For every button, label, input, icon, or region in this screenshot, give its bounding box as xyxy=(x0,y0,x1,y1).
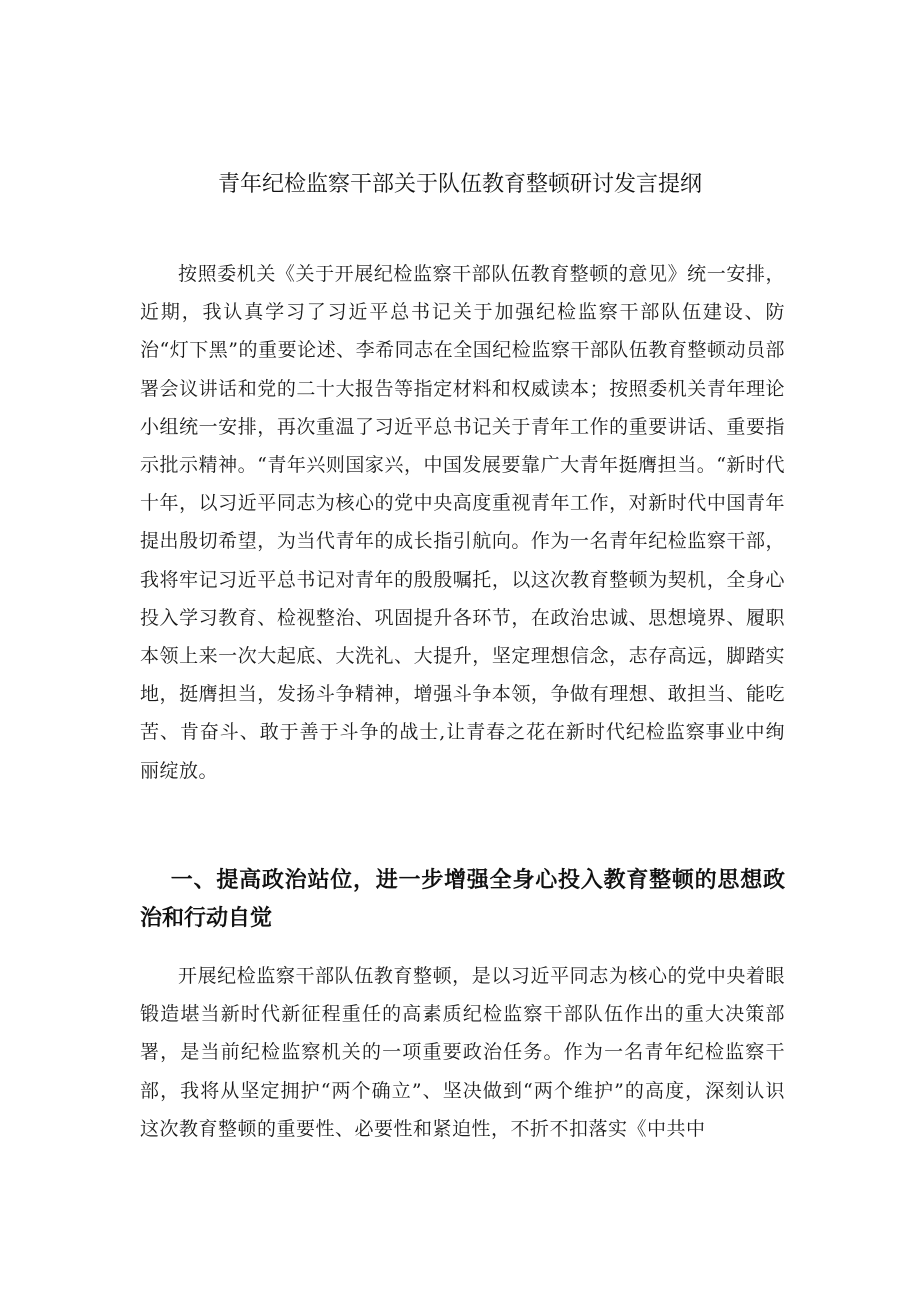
section-heading: 一、提高政治站位，进一步增强全身心投入教育整顿的思想政治和行动自觉 xyxy=(140,868,785,931)
document-title: 青年纪检监察干部关于队伍教育整顿研讨发言提纲 xyxy=(217,172,702,197)
intro-paragraph: 按照委机关《关于开展纪检监察干部队伍教育整顿的意见》统一安排，近期，我认真学习了习近平总书记关于加强纪检监察干部队伍建设、防治“灯下黑”的重要论述、李希同志在全国纪检监察干部队伍教育整顿动员部署会议讲话和党的二十大报告等指定材料和权威读本；按照委机关青年理论小组统一安排，再次重温了习近平总书记关于青年工作的重要讲话、重要指示批示精神。“青年兴则国家兴，中国发展要靠广大青年挺膺担当。“新时代十年，以习近平同志为核心的党中央高度重视青年工作，对新时代中国青年提出殷切希望，为当代青年的成长指引航向。作为一名青年纪检监察干部，我将牢记习近平总书记对青年的殷殷嘱托，以这次教育整顿为契机，全身心投入学习教育、检视整治、巩固提升各环节，在政治忠诚、思想境界、履职本领上来一次大起底、大洗礼、大提升，坚定理想信念，志存高远，脚踏实地，挺膺担当，发扬斗争精神，增强斗争本领，争做有理想、敢担当、能吃苦、肯奋斗、敢于善于斗争的战士,让青春之花在新时代纪检监察事业中绚丽绽放。 xyxy=(140,263,785,782)
section-paragraph: 开展纪检监察干部队伍教育整顿，是以习近平同志为核心的党中央着眼锻造堪当新时代新征程重任的高素质纪检监察干部队伍作出的重大决策部署，是当前纪检监察机关的一项重要政治任务。作为一名青年纪检监察干部，我将从坚定拥护“两个确立”、坚决做到“两个维护”的高度，深刻认识这次教育整顿的重要性、必要性和紧迫性，不折不扣落实《中共中 xyxy=(140,965,785,1140)
